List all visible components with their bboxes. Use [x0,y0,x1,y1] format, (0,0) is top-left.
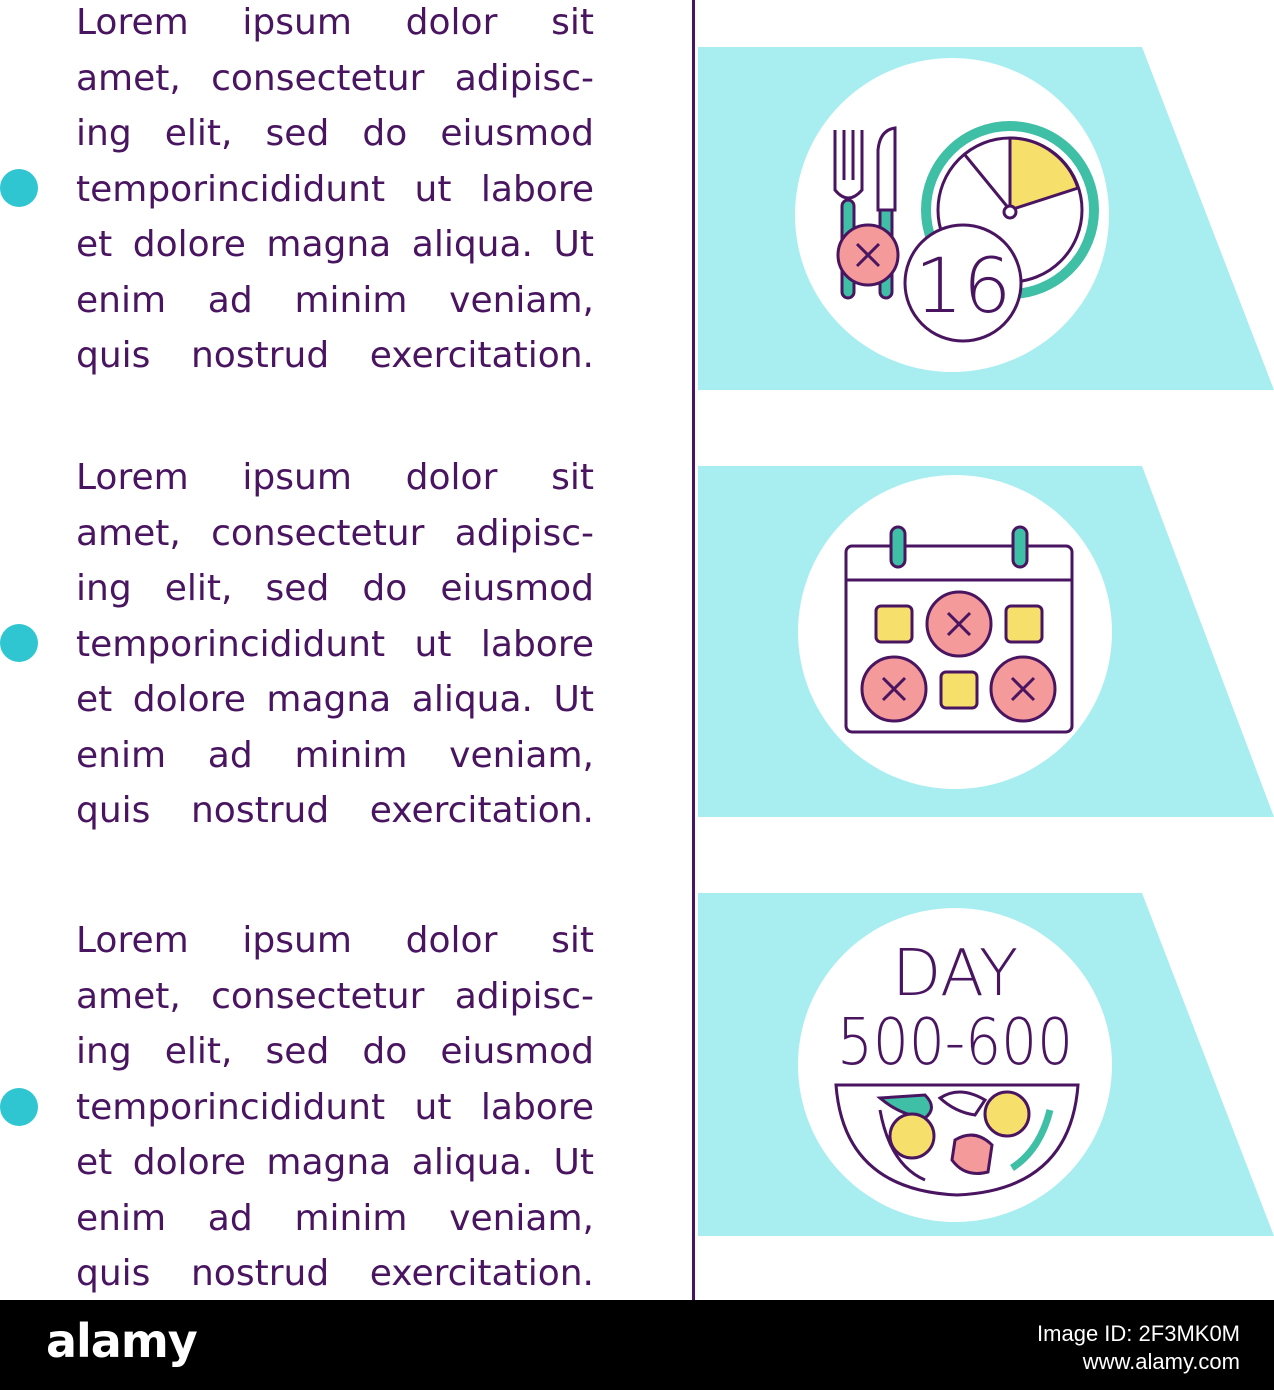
para-line: quis nostrud exercitation. [76,1253,594,1294]
para-line: amet, consectetur adipisc- [76,57,594,99]
para-line: et dolore magna aliqua. Ut [76,224,594,265]
para-line: ing elit, sed do eiusmod [76,568,594,609]
footer-logo: alamy [46,1314,197,1368]
para-line: enim ad minim veniam, [76,734,594,776]
para-line: temporincididunt ut labore [76,1086,594,1128]
calorie-range-label: 500-600 [837,1006,1073,1080]
para-line: amet, consectetur adipisc- [76,975,594,1017]
para-line: Lorem ipsum dolor sit [76,920,594,961]
para-line: temporincididunt ut labore [76,168,594,210]
calorie-day-salad-icon [798,908,1112,1222]
image-id: Image ID: 2F3MK0M [1037,1321,1240,1346]
calendar-fasting-days-icon [798,475,1112,789]
icon-16-text: 16 [914,241,1012,330]
para-line: temporincididunt ut labore [76,623,594,665]
para-line: enim ad minim veniam, [76,279,594,321]
para-line: Lorem ipsum dolor sit [76,2,594,43]
para-line: quis nostrud exercitation. [76,790,594,831]
footer-image-info [1037,1320,1240,1376]
footer-bar [0,1300,1274,1390]
para-line: ing elit, sed do eiusmod [76,1031,594,1072]
para-line: et dolore magna aliqua. Ut [76,679,594,720]
para-line: enim ad minim veniam, [76,1197,594,1239]
para-line: ing elit, sed do eiusmod [76,113,594,154]
para-line: Lorem ipsum dolor sit [76,457,594,498]
day-label: DAY [891,937,1019,1011]
para-line: et dolore magna aliqua. Ut [76,1142,594,1183]
site-url: www.alamy.com [1082,1349,1240,1374]
para-line: quis nostrud exercitation. [76,335,594,376]
para-line: amet, consectetur adipisc- [76,512,594,554]
fasting-16-hours-icon [795,58,1109,372]
